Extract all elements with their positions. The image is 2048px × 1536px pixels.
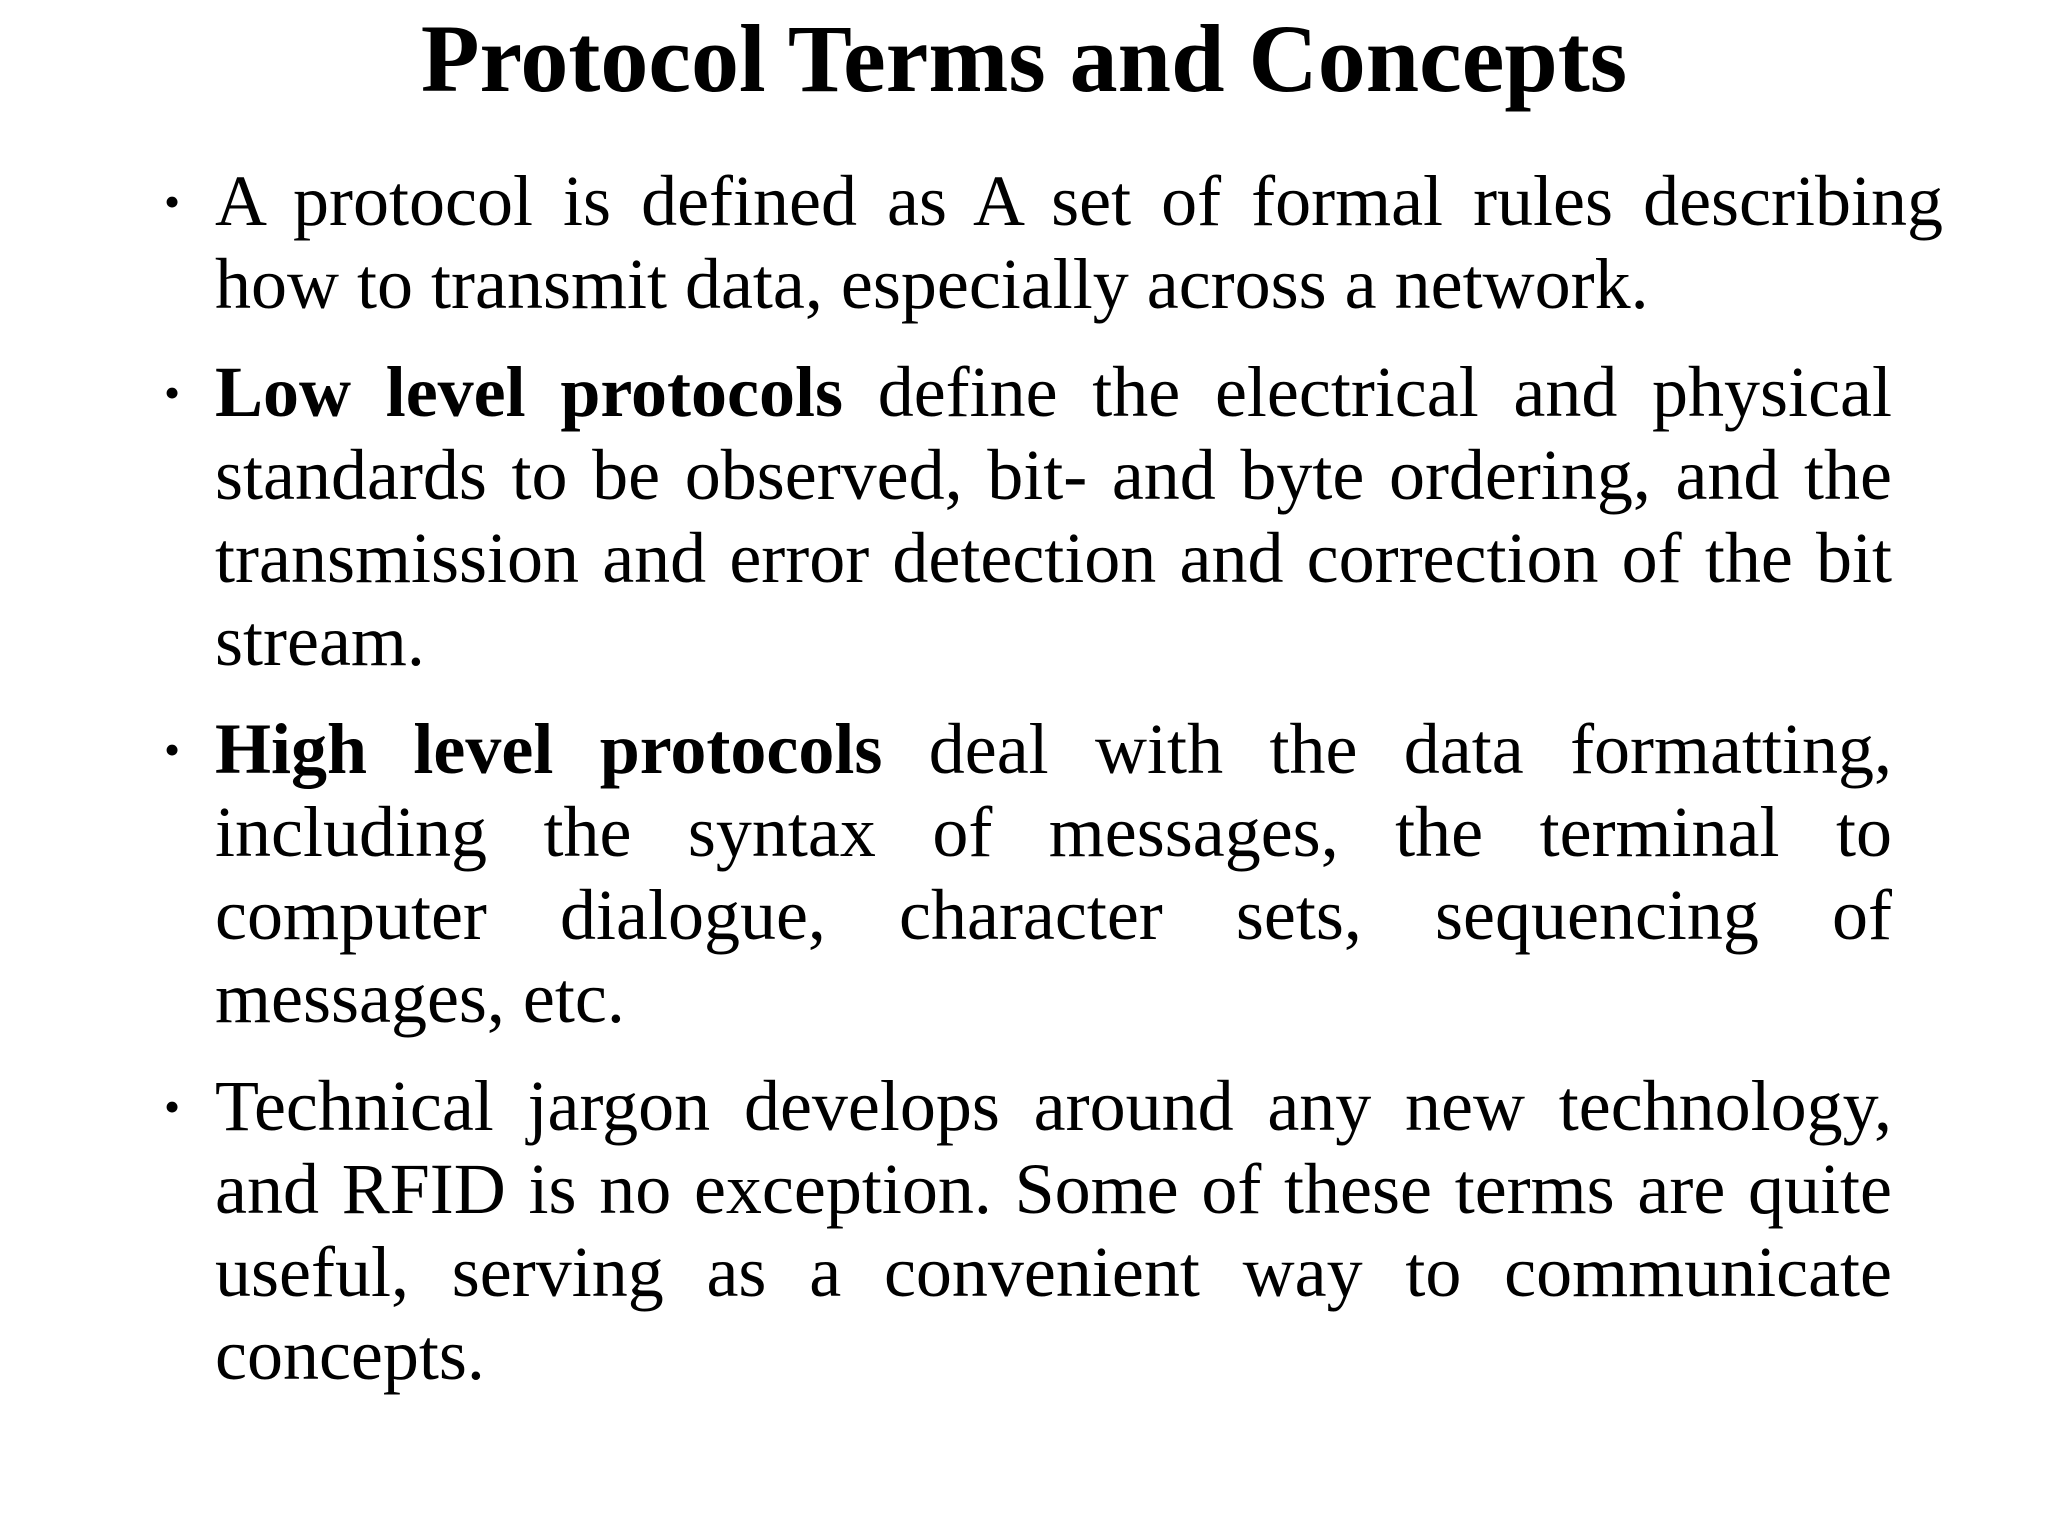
bullet-item-low-level-protocols xyxy=(164,351,1892,683)
bullet-dot-icon: • xyxy=(164,724,181,775)
bullet-item-protocol-definition xyxy=(164,160,1943,326)
bullet-item-technical-jargon xyxy=(164,1065,1892,1397)
bullet-text: define the electrical and physical standards to be observed, bit- and byte ordering, and the transmission and error detection and correction of the bit stream. xyxy=(215,352,1893,681)
bullet-item-high-level-protocols xyxy=(164,708,1892,1040)
bullet-term: High level protocols xyxy=(215,709,883,789)
bullet-list xyxy=(164,160,1943,1422)
bullet-text: deal with the data formatting, including the syntax of messages, the terminal to computer dialogue, character sets, sequencing of messages, etc. xyxy=(215,709,1892,1038)
bullet-text: A protocol is defined as A set of formal rules describing how to transmit data, especially across a network. xyxy=(215,161,1943,324)
bullet-dot-icon: • xyxy=(164,1081,181,1132)
bullet-term: Low level protocols xyxy=(215,352,843,432)
bullet-dot-icon: • xyxy=(164,176,181,227)
slide-title: Protocol Terms and Concepts xyxy=(420,5,1628,112)
bullet-dot-icon: • xyxy=(164,367,181,418)
bullet-text: Technical jargon develops around any new technology, and RFID is no exception. Some of these terms are quite useful, serving as a convenient way to communicate concepts. xyxy=(215,1066,1892,1395)
